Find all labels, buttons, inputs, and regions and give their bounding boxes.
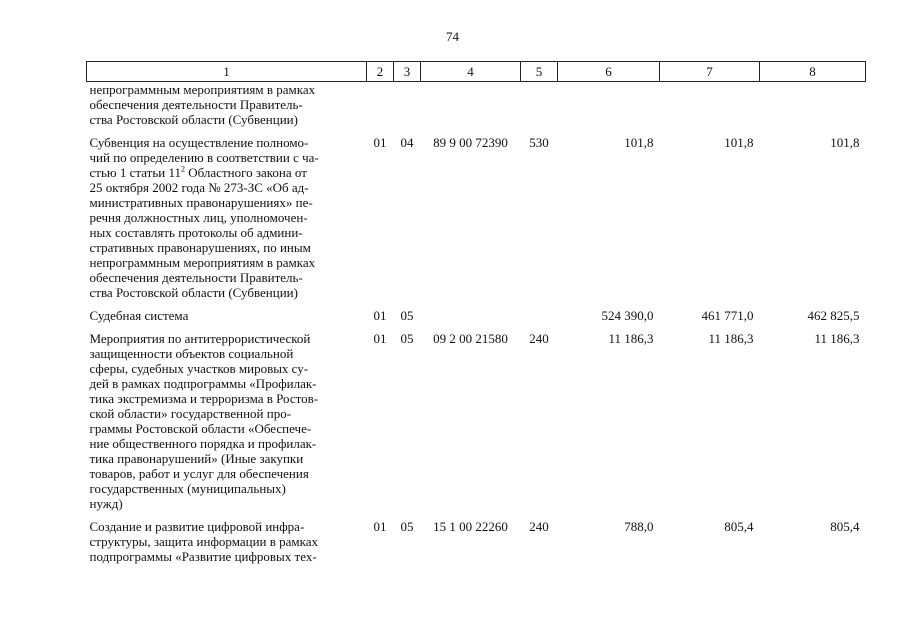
target-article-cell: 15 1 00 22260	[433, 519, 508, 534]
name-line: структуры, защита информации в рамках	[89, 534, 319, 549]
name-line: ных составлять протоколы об админи-	[89, 225, 303, 240]
amount-col-6-cell: 11 186,3	[608, 331, 654, 346]
subsection-cell: 05	[400, 331, 414, 346]
name-line: сферы, судебных участков мировых су-	[89, 361, 309, 376]
section-cell: 01	[373, 135, 387, 150]
name-line: 25 октября 2002 года № 273-ЗС «Об ад-	[89, 180, 309, 195]
table-header	[87, 62, 866, 82]
name-line: ской области» государственной про-	[89, 406, 292, 421]
amount-col-7-cell: 805,4	[724, 519, 754, 534]
amount-col-8-cell: 462 825,5	[807, 308, 860, 323]
section-cell: 01	[373, 308, 387, 323]
target-article-cell	[421, 82, 521, 136]
amount-col-8-cell: 11 186,3	[814, 331, 860, 346]
amount-col-6-cell: 788,0	[624, 519, 654, 534]
name-line: тика экстремизма и терроризма в Ростов-	[89, 391, 319, 406]
amount-col-7-cell: 11 186,3	[708, 331, 754, 346]
table-row	[87, 82, 866, 136]
expense-type-cell	[521, 308, 558, 331]
name-line: речня должностных лиц, уполномочен-	[89, 210, 308, 225]
expense-type-cell: 240	[529, 519, 549, 534]
header-col-3: 3	[394, 62, 421, 82]
amount-col-7-cell: 461 771,0	[701, 308, 754, 323]
name-line: обеспечения деятельности Правитель-	[89, 97, 303, 112]
section-cell: 01	[373, 331, 387, 346]
name-line: Создание и развитие цифровой инфра-	[89, 519, 305, 534]
section-cell: 01	[373, 519, 387, 534]
row-name-cell	[87, 519, 367, 564]
subsection-cell: 04	[400, 135, 414, 150]
table-row	[87, 519, 866, 564]
name-line: ства Ростовской области (Субвенции)	[89, 285, 298, 300]
amount-col-6-cell: 524 390,0	[601, 308, 654, 323]
name-line: Субвенция на осуществление полномо-	[89, 135, 309, 150]
name-line: дей в рамках подпрограммы «Профилак-	[89, 376, 317, 391]
header-col-6: 6	[558, 62, 660, 82]
name-line: подпрограммы «Развитие цифровых тех-	[89, 549, 317, 564]
name-line: непрограммным мероприятиям в рамках	[89, 255, 316, 270]
page-number: 74	[446, 29, 459, 44]
header-col-5: 5	[521, 62, 558, 82]
row-name-cell	[87, 331, 367, 519]
table-row	[87, 308, 866, 331]
subsection-cell: 05	[400, 308, 414, 323]
header-col-8: 8	[760, 62, 866, 82]
expense-type-cell: 530	[529, 135, 549, 150]
amount-col-8-cell: 101,8	[830, 135, 860, 150]
amount-col-8-cell: 805,4	[830, 519, 860, 534]
amount-col-7-cell: 101,8	[724, 135, 754, 150]
section-cell	[367, 82, 394, 136]
row-name-cell	[87, 308, 367, 331]
name-line: государственных (муниципальных)	[89, 481, 286, 496]
budget-table	[86, 61, 866, 564]
name-line: чий по определению в соответствии с ча-	[89, 150, 319, 165]
name-line: непрограммным мероприятиям в рамках	[89, 82, 316, 97]
name-line: защищенности объектов социальной	[89, 346, 294, 361]
row-name-cell	[87, 135, 367, 308]
name-line-with-superscript	[90, 165, 361, 180]
name-line: ние общественного порядка и профилак-	[89, 436, 317, 451]
name-line-part: Областного закона от	[184, 165, 307, 180]
header-col-2: 2	[367, 62, 394, 82]
amount-col-8-cell	[760, 82, 866, 136]
name-line: ства Ростовской области (Субвенции)	[89, 112, 298, 127]
name-line-part: стью 1 статьи 11	[89, 165, 181, 180]
row-name-cell	[87, 82, 367, 136]
table-row	[87, 331, 866, 519]
name-line: стративных правонарушениях, по иным	[89, 240, 311, 255]
name-line: обеспечения деятельности Правитель-	[89, 270, 303, 285]
name-line: Судебная система	[89, 308, 189, 323]
name-line: товаров, работ и услуг для обеспечения	[89, 466, 309, 481]
amount-col-6-cell: 101,8	[624, 135, 654, 150]
name-line: Мероприятия по антитеррористической	[89, 331, 311, 346]
target-article-cell	[421, 308, 521, 331]
expense-type-cell	[521, 82, 558, 136]
header-col-4: 4	[421, 62, 521, 82]
name-line: министративных правонарушениях» пе-	[89, 195, 313, 210]
target-article-cell: 89 9 00 72390	[433, 135, 508, 150]
table-row	[87, 135, 866, 308]
amount-col-6-cell	[558, 82, 660, 136]
subsection-cell: 05	[400, 519, 414, 534]
subsection-cell	[394, 82, 421, 136]
expense-type-cell: 240	[529, 331, 549, 346]
name-line: тика правонарушений» (Иные закупки	[89, 451, 304, 466]
amount-col-7-cell	[660, 82, 760, 136]
header-col-1: 1	[87, 62, 367, 82]
header-col-7: 7	[660, 62, 760, 82]
name-line: граммы Ростовской области «Обеспече-	[89, 421, 312, 436]
target-article-cell: 09 2 00 21580	[433, 331, 508, 346]
superscript: 2	[180, 164, 185, 174]
name-line: нужд)	[89, 496, 123, 511]
